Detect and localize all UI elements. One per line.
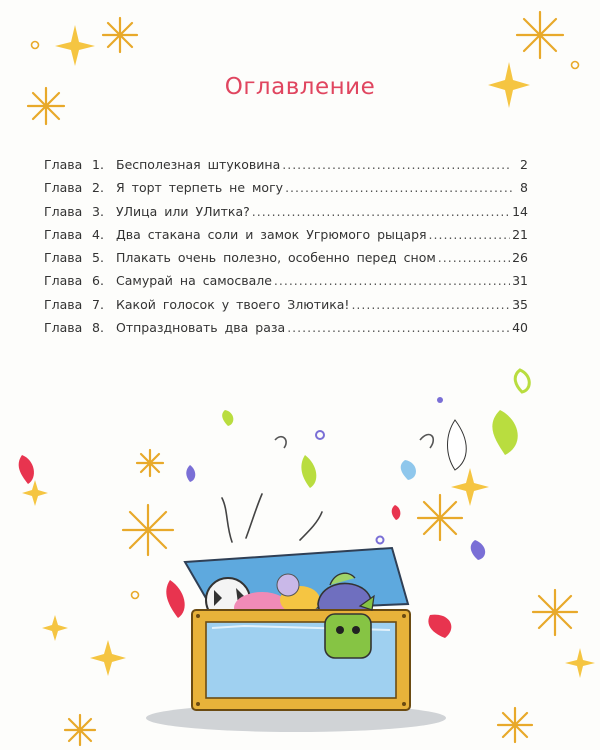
dot-leader [287, 316, 510, 339]
chapter-page-number: 40 [512, 320, 528, 336]
chapter-number: 8. [92, 320, 104, 336]
chapter-number: 5. [92, 250, 104, 266]
chapter-number: 6. [92, 273, 104, 289]
toc-entry-1[interactable] [44, 153, 528, 176]
dot-leader [438, 246, 510, 269]
toc-entry-7[interactable] [44, 293, 528, 316]
confetti-icon [19, 42, 579, 639]
dot-leader [429, 223, 511, 246]
chapter-label: Глава [44, 203, 83, 219]
chapter-title: УЛица или УЛитка? [116, 203, 250, 219]
chapter-label: Глава [44, 296, 83, 312]
chapter-page-number: 26 [512, 250, 528, 266]
chapter-page-number: 21 [512, 226, 528, 242]
chapter-number: 2. [92, 180, 104, 196]
chapter-label: Глава [44, 273, 83, 289]
chapter-title: Отпраздновать два раза [116, 320, 286, 336]
table-of-contents [44, 153, 528, 339]
chapter-label: Глава [44, 320, 83, 336]
toc-entry-5[interactable] [44, 246, 528, 269]
toc-entry-3[interactable] [44, 200, 528, 223]
chapter-label: Глава [44, 250, 83, 266]
chapter-title: Плакать очень полезно, особенно перед сном [116, 250, 436, 266]
chapter-page-number: 2 [520, 157, 528, 172]
chapter-page-number: 8 [520, 180, 528, 196]
chapter-title: Самурай на самосвале [116, 273, 272, 289]
toc-entry-6[interactable] [44, 269, 528, 292]
dot-leader [285, 176, 512, 199]
chapter-number: 7. [92, 296, 104, 312]
burst-lines-icon [222, 494, 322, 542]
chapter-page-number: 35 [512, 296, 528, 312]
chapter-number: 3. [92, 203, 104, 219]
chapter-title: Бесполезная штуковина [116, 157, 281, 172]
chapter-label: Глава [44, 157, 83, 172]
chapter-page-number: 14 [512, 203, 528, 219]
dot-leader [282, 153, 512, 176]
chapter-label: Глава [44, 180, 83, 196]
toc-entry-2[interactable] [44, 176, 528, 199]
chapter-number: 4. [92, 226, 104, 242]
chapter-number: 1. [92, 157, 104, 172]
chapter-title: Я торт терпеть не могу [116, 180, 284, 196]
chapter-title: Какой голосок у твоего Злютика! [116, 296, 350, 312]
chapter-label: Глава [44, 226, 83, 242]
page-title: Оглавление [224, 74, 376, 100]
toy-chest-icon [146, 548, 446, 732]
dot-leader [351, 293, 510, 316]
chapter-page-number: 31 [512, 273, 528, 289]
toc-entry-4[interactable] [44, 223, 528, 246]
chapter-title: Два стакана соли и замок Угрюмого рыцаря [116, 226, 427, 242]
dot-leader [274, 269, 510, 292]
dot-leader [252, 200, 510, 223]
toc-entry-8[interactable] [44, 316, 528, 339]
